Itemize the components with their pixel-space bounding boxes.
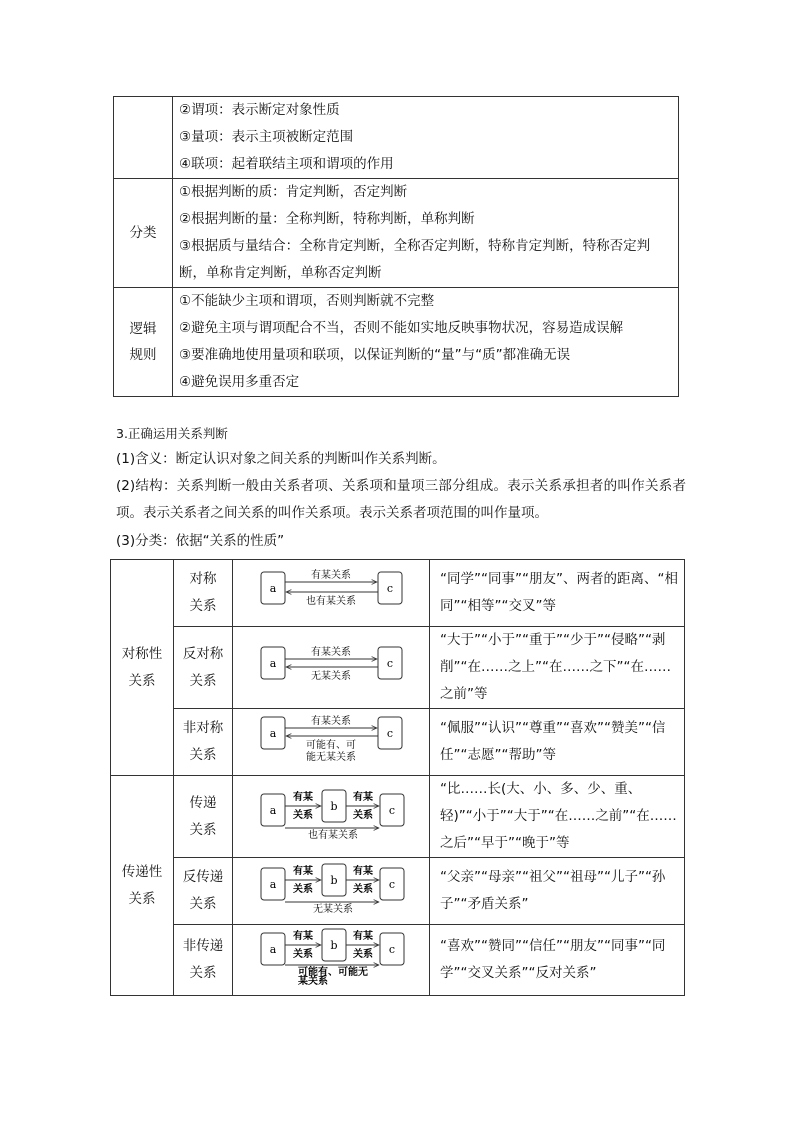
- classification-items-cell: [173, 179, 679, 288]
- subtype-label: [174, 709, 233, 776]
- rules-label-line: 逻辑: [129, 321, 157, 337]
- list-item: ③要准确地使用量项和联项，以保证判断的“量”与“质”都准确无误: [179, 347, 571, 363]
- group-label-line: 关系: [128, 672, 156, 689]
- list-item: ②谓项：表示断定对象性质: [179, 102, 340, 118]
- relation-top-label: 有某关系: [311, 570, 351, 581]
- examples-cell: “父亲”“母亲”“祖父”“祖母”“儿子”“孙子”“矛盾关系”: [430, 858, 685, 925]
- group-label-line: 关系: [128, 890, 156, 907]
- diagram-cell: [233, 858, 430, 925]
- definition-paragraph: (1)含义：断定认识对象之间关系的判断叫作关系判断。: [116, 451, 446, 467]
- subtype-line: 关系: [189, 598, 217, 614]
- relation-label: 有某: [353, 791, 373, 803]
- table-row: [114, 288, 679, 397]
- list-item: ②根据判断的量：全称判断，特称判断，单称判断: [179, 211, 475, 227]
- nonsymmetric-relation-diagram: [233, 709, 429, 765]
- relation-top-label: 有某关系: [311, 646, 351, 658]
- list-item: ④避免误用多重否定: [179, 374, 300, 390]
- antitransitive-relation-diagram: [233, 858, 429, 914]
- table-row: [111, 858, 685, 925]
- subtype-label: [174, 858, 233, 925]
- examples-cell: “佩服”“认识”“尊重”“喜欢”“赞美”“信任”“志愿”“帮助”等: [430, 709, 685, 776]
- node-a-label: a: [269, 803, 277, 817]
- list-item: ①不能缺少主项和谓项，否则判断就不完整: [179, 293, 435, 309]
- list-item: ②避免主项与谓项配合不当，否则不能如实地反映事物状况，容易造成误解: [179, 320, 624, 336]
- symmetric-relation-diagram: [233, 560, 429, 616]
- subtype-line: 关系: [189, 821, 217, 838]
- node-c-label: c: [386, 582, 394, 595]
- nontransitive-relation-diagram: [233, 925, 429, 985]
- relation-bottom-label: 无某关系: [311, 670, 351, 682]
- section-heading: 3.正确运用关系判断: [116, 426, 228, 441]
- relation-label: 关系: [293, 884, 313, 895]
- subtype-line: 对称: [189, 571, 217, 587]
- node-c-label: c: [386, 727, 394, 740]
- table-row: [111, 627, 685, 709]
- relation-label: 有某: [353, 866, 373, 877]
- node-b-label: b: [330, 939, 338, 952]
- subtype-line: 关系: [189, 747, 217, 763]
- node-c-label: c: [388, 878, 396, 891]
- node-a-label: a: [269, 878, 277, 891]
- relation-bottom-label: 某关系: [298, 976, 328, 985]
- relation-table: [110, 559, 685, 996]
- relation-bottom-label: 可能有、可能无: [298, 967, 368, 978]
- node-a-label: a: [269, 656, 277, 670]
- rules-items-cell: [173, 288, 679, 397]
- relation-bottom-label: 也有某关系: [306, 596, 356, 607]
- group-label-line: 对称性: [121, 645, 163, 662]
- rules-label-line: 规则: [129, 347, 157, 363]
- relation-label: 关系: [293, 809, 313, 821]
- node-a-label: a: [269, 943, 277, 956]
- subtype-line: 反对称: [182, 645, 224, 662]
- relation-top-label: 有某关系: [311, 716, 351, 727]
- table-row: [111, 925, 685, 996]
- relation-bottom-label: 可能有、可: [306, 740, 356, 751]
- group-label-transitive: [111, 776, 174, 996]
- relation-label: 有某: [353, 931, 373, 942]
- relation-bottom-label: 无某关系: [313, 904, 353, 914]
- subtype-line: 关系: [189, 896, 217, 912]
- relation-label: 有某: [293, 791, 313, 803]
- diagram-cell: [233, 709, 430, 776]
- subtype-line: 反传递: [182, 869, 224, 885]
- subtype-line: 关系: [189, 672, 217, 689]
- examples-cell: “同学”“同事”“朋友”、两者的距离、“相同”“相等”“交叉”等: [430, 560, 685, 627]
- judgment-table: [113, 96, 679, 397]
- relation-bottom-label: 能无某关系: [306, 752, 356, 763]
- structure-paragraph: (2)结构：关系判断一般由关系者项、关系项和量项三部分组成。表示关系承担者的叫作关系者项。表示关系者之间关系的叫作关系项。表示关系者项范围的叫作量项。: [116, 478, 686, 521]
- relation-label: 有某: [293, 931, 313, 942]
- subtype-line: 非对称: [182, 720, 224, 736]
- diagram-cell: [233, 560, 430, 627]
- examples-cell: “大于”“小于”“重于”“少于”“侵略”“剥削”“在……之上”“在……之下”“在……之前”等: [430, 627, 685, 709]
- diagram-cell: [233, 627, 430, 709]
- relation-label: 关系: [353, 809, 373, 821]
- group-label-symmetric: [111, 560, 174, 776]
- relation-label: 有某: [293, 866, 313, 877]
- classification-paragraph: (3)分类：依据“关系的性质”: [116, 533, 285, 549]
- table-row: [111, 560, 685, 627]
- subtype-line: 关系: [189, 965, 217, 981]
- list-item: ①根据判断的质：肯定判断，否定判断: [179, 184, 408, 200]
- examples-cell: “比……长(大、小、多、少、重、轻)”“小于”“大于”“在……之前”“在……之后”“早于”“晚于”等: [430, 776, 685, 858]
- diagram-cell: [233, 925, 430, 996]
- subtype-label: [174, 776, 233, 858]
- subtype-label: [174, 627, 233, 709]
- diagram-cell: [233, 776, 430, 858]
- relation-label: 关系: [353, 949, 373, 960]
- transitive-relation-diagram: [233, 784, 429, 840]
- table-row: [114, 179, 679, 288]
- relation-label: 关系: [353, 884, 373, 895]
- subtype-line: 非传递: [182, 938, 224, 954]
- node-c-label: c: [388, 803, 396, 817]
- table-row: [114, 97, 679, 179]
- node-a-label: a: [269, 727, 277, 740]
- rules-label: [114, 288, 173, 397]
- subtype-line: 传递: [189, 794, 217, 811]
- subtype-label: [174, 925, 233, 996]
- classification-label: 分类: [114, 179, 173, 288]
- node-a-label: a: [269, 582, 277, 595]
- list-item: ③量项：表示主项被断定范围: [179, 129, 354, 145]
- empty-label-cell: [114, 97, 173, 179]
- group-label-line: 传递性: [121, 863, 163, 880]
- relation-label: 关系: [293, 949, 313, 960]
- antisymmetric-relation-diagram: [233, 635, 429, 691]
- list-item: ③根据质与量结合：全称肯定判断，全称否定判断，特称肯定判断，特称否定判断，单称肯定判断，单称否定判断: [179, 238, 651, 281]
- list-item: ④联项：起着联结主项和谓项的作用: [179, 156, 394, 172]
- node-c-label: c: [386, 656, 394, 670]
- node-b-label: b: [330, 874, 338, 887]
- table-row: [111, 776, 685, 858]
- node-c-label: c: [388, 943, 396, 956]
- examples-cell: “喜欢”“赞同”“信任”“朋友”“同事”“同学”“交叉关系”“反对关系”: [430, 925, 685, 996]
- continued-items-cell: [173, 97, 679, 179]
- table-row: [111, 709, 685, 776]
- node-b-label: b: [330, 799, 338, 813]
- subtype-label: [174, 560, 233, 627]
- relation-bottom-label: 也有某关系: [308, 829, 358, 840]
